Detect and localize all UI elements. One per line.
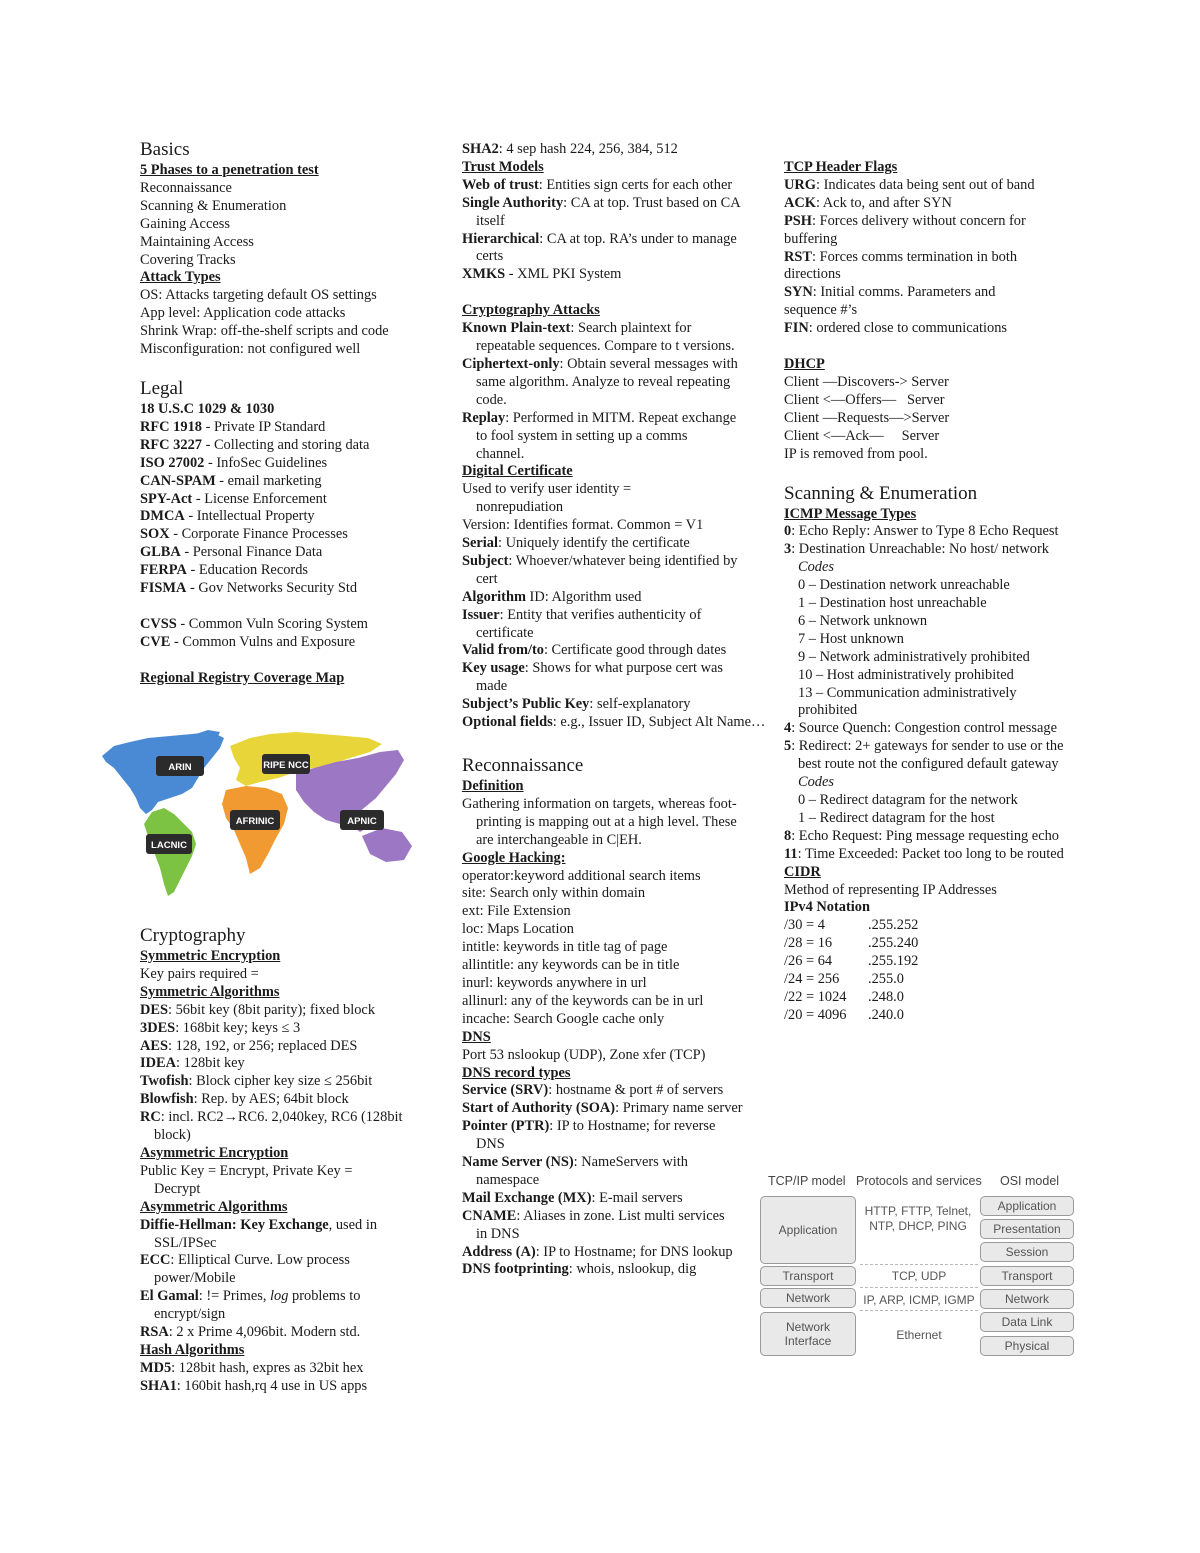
list-item: IDEA: 128bit key [140, 1055, 245, 1072]
list-item: Single Authority: CA at top. Trust based on CA itself [462, 194, 740, 229]
osi-data-link: Data Link [980, 1312, 1074, 1332]
list-item: RST: Forces comms termination in both directions [784, 248, 1018, 283]
list-item: RSA: 2 x Prime 4,096bit. Modern std. [140, 1324, 361, 1341]
list-item: ISO 27002 - InfoSec Guidelines [140, 454, 328, 471]
attack-types-heading: Attack Types [140, 269, 221, 286]
tcpip-osi-diagram [760, 1172, 1080, 1362]
list-item: Pointer (PTR): IP to Hostname; for reverse DNS [462, 1118, 716, 1153]
list-item: inurl: keywords anywhere in url [462, 974, 647, 991]
sym-enc-heading: Symmetric Encryption [140, 948, 281, 964]
list-item: XMKS - XML PKI System [462, 266, 622, 283]
list-item: Diffie-Hellman: Key Exchange, used in SSL/IPSec [140, 1216, 378, 1251]
legal-heading: Legal [140, 377, 184, 399]
hash-heading: Hash Algorithms [140, 1341, 245, 1358]
list-item: SHA2: 4 sep hash 224, 256, 384, 512 [462, 141, 678, 157]
list-item: Client —Discovers-> Server [784, 373, 949, 390]
list-item: Algorithm ID: Algorithm used [462, 588, 642, 605]
asym-enc-text: Public Key = Encrypt, Private Key = Decrypt [140, 1162, 353, 1197]
list-item: Blowfish: Rep. by AES; 64bit block [140, 1091, 349, 1108]
list-item: Valid from/to: Certificate good through dates [462, 642, 727, 659]
osi-transport: Transport [980, 1266, 1074, 1286]
table-row: /26 = 64 .255.192 [784, 953, 919, 970]
list-item: Subject’s Public Key: self-explanatory [462, 696, 691, 713]
trust-models-heading: Trust Models [462, 158, 544, 175]
list-item: SPY-Act - License Enforcement [140, 490, 327, 507]
attack-types-list [140, 287, 440, 359]
list-item: 1 – Destination host unreachable [798, 595, 987, 612]
tcpip-application: Application [760, 1196, 856, 1264]
list-item: 8: Echo Request: Ping message requesting echo [784, 827, 1059, 844]
list-item: Mail Exchange (MX): E-mail servers [462, 1189, 683, 1206]
list-item: Key usage: Shows for what purpose cert was made [462, 660, 723, 695]
map-label-arin: ARIN [168, 762, 192, 773]
cidr-heading: CIDR [784, 863, 821, 880]
list-item: site: Search only within domain [462, 885, 646, 902]
tcpip-network-interface: Network Interface [760, 1312, 856, 1356]
list-item: 7 – Host unknown [798, 630, 904, 647]
list-item: FERPA - Education Records [140, 562, 308, 579]
list-item: Shrink Wrap: off-the-shelf scripts and code [140, 323, 389, 340]
regional-registry-map [100, 728, 422, 898]
table-row: /30 = 4 .255.252 [784, 917, 919, 934]
definition-heading: Definition [462, 778, 524, 794]
cert-intro: Used to verify user identity = nonrepudiation [462, 481, 632, 516]
basics-heading: Basics [140, 139, 190, 160]
list-item: SOX - Corporate Finance Processes [140, 526, 348, 543]
legal-subheading: 18 U.S.C 1029 & 1030 [140, 400, 275, 417]
dns-text: Port 53 nslookup (UDP), Zone xfer (TCP) [462, 1046, 706, 1063]
list-item: 0 – Destination network unreachable [798, 577, 1010, 594]
crypto-section [140, 924, 440, 1396]
phases-list [140, 180, 440, 270]
list-item: App level: Application code attacks [140, 305, 346, 322]
crypto-attacks-heading: Cryptography Attacks [462, 302, 600, 319]
list-item: 10 – Host administratively prohibited [798, 666, 1014, 683]
scanning-heading: Scanning & Enumeration [784, 482, 978, 504]
column-3 [784, 159, 1084, 1025]
list-item: Name Server (NS): NameServers with namespace [462, 1154, 688, 1188]
codes-label: Codes [798, 559, 834, 576]
map-label-afrinic: AFRINIC [235, 816, 275, 827]
cidr-text: Method of representing IP Addresses [784, 881, 997, 898]
cryptography-heading: Cryptography [140, 925, 246, 946]
table-row: /28 = 16 .255.240 [784, 935, 919, 952]
phases-heading: 5 Phases to a penetration test [140, 162, 319, 178]
protocols-ethernet: Ethernet [896, 1328, 942, 1342]
list-item: 6 – Network unknown [798, 612, 928, 629]
osi-network: Network [980, 1289, 1074, 1309]
column-2 [462, 141, 766, 1279]
list-item: loc: Maps Location [462, 921, 574, 938]
list-item: SYN: Initial comms. Parameters and sequence #’s [784, 284, 996, 319]
tcpip-model-header: TCP/IP model [768, 1174, 846, 1188]
list-item: Client <—Ack— Server [784, 427, 940, 444]
list-item: 4: Source Quench: Congestion control message [784, 720, 1057, 737]
list-item: OS: Attacks targeting default OS settings [140, 287, 377, 304]
list-item: Serial: Uniquely identify the certificate [462, 535, 690, 552]
list-item: 13 – Communication administratively prohibited [798, 684, 1017, 719]
list-item: CVSS - Common Vuln Scoring System [140, 615, 368, 632]
list-item: CVE - Common Vulns and Exposure [140, 633, 356, 650]
list-item: URG: Indicates data being sent out of band [784, 176, 1035, 193]
list-item: allintitle: any keywords can be in title [462, 957, 680, 974]
list-item: Client <—Offers— Server [784, 391, 945, 408]
list-item: DNS footprinting: whois, nslookup, dig [462, 1261, 697, 1278]
protocols-application: HTTP, FTTP, Telnet, NTP, DHCP, PING [864, 1204, 972, 1233]
reconnaissance-heading: Reconnaissance [462, 755, 584, 776]
list-item: AES: 128, 192, or 256; replaced DES [140, 1037, 358, 1054]
list-item: ACK: Ack to, and after SYN [784, 194, 952, 211]
list-item: Subject: Whoever/whatever being identified by cert [462, 552, 738, 587]
map-label-lacnic: LACNIC [151, 840, 187, 851]
tcpip-transport: Transport [760, 1266, 856, 1286]
list-item: DES: 56bit key (8bit parity); fixed block [140, 1001, 376, 1018]
osi-model-header: OSI model [1000, 1174, 1060, 1188]
codes-label: Codes [798, 774, 834, 791]
list-item: Version: Identifies format. Common = V1 [462, 517, 704, 534]
list-item: operator:keyword additional search items [462, 867, 701, 884]
list-item: CAN-SPAM - email marketing [140, 472, 322, 489]
ipv4-heading: IPv4 Notation [784, 899, 870, 916]
list-item: Gaining Access [140, 215, 230, 232]
list-item: Hierarchical: CA at top. RA’s under to manage certs [462, 230, 737, 265]
protocols-network: IP, ARP, ICMP, IGMP [863, 1293, 975, 1307]
icmp-heading: ICMP Message Types [784, 505, 917, 522]
google-hacking-heading: Google Hacking: [462, 849, 566, 866]
list-item: Service (SRV): hostname & port # of servers [462, 1082, 724, 1099]
definition-text: Gathering information on targets, whereas foot-printing is mapping out at a high level. These are interchangeable in C|EH. [462, 795, 737, 848]
list-item: Client —Requests—>Server [784, 409, 950, 426]
list-item: ECC: Elliptical Curve. Low process power/Mobile [140, 1252, 350, 1287]
list-item: Ciphertext-only: Obtain several messages with same algorithm. Analyze to reveal repeating code. [462, 355, 738, 408]
list-item: incache: Search Google cache only [462, 1010, 665, 1027]
list-item: Reconnaissance [140, 179, 232, 196]
list-item: ext: File Extension [462, 903, 571, 920]
asym-alg-heading: Asymmetric Algorithms [140, 1198, 288, 1215]
asym-enc-heading: Asymmetric Encryption [140, 1144, 289, 1161]
list-item: Maintaining Access [140, 233, 254, 250]
list-item: 5: Redirect: 2+ gateways for sender to use or the best route not the configured default gateway [784, 738, 1064, 773]
list-item: 11: Time Exceeded: Packet too long to be routed [784, 845, 1064, 862]
list-item: IP is removed from pool. [784, 445, 928, 462]
sym-alg-heading: Symmetric Algorithms [140, 983, 280, 1000]
list-item: 1 – Redirect datagram for the host [798, 809, 995, 826]
list-item: allinurl: any of the keywords can be in url [462, 992, 704, 1009]
list-item: RFC 3227 - Collecting and storing data [140, 436, 370, 453]
list-item: Address (A): IP to Hostname; for DNS lookup [462, 1243, 733, 1260]
list-item: DMCA - Intellectual Property [140, 508, 315, 525]
list-item: GLBA - Personal Finance Data [140, 544, 323, 561]
list-item: Twofish: Block cipher key size ≤ 256bit [140, 1073, 373, 1090]
list-item: Misconfiguration: not configured well [140, 341, 361, 358]
list-item: PSH: Forces delivery without concern for buffering [784, 212, 1026, 247]
dhcp-heading: DHCP [784, 356, 825, 373]
list-item: RFC 1918 - Private IP Standard [140, 418, 326, 435]
map-label-apnic: APNIC [347, 816, 377, 827]
map-label-ripe: RIPE NCC [263, 760, 309, 771]
osi-session: Session [980, 1242, 1074, 1262]
protocols-header: Protocols and services [856, 1174, 982, 1188]
table-row: /22 = 1024 .248.0 [784, 988, 904, 1005]
list-item: SHA1: 160bit hash,rq 4 use in US apps [140, 1377, 368, 1394]
list-item: MD5: 128bit hash, expres as 32bit hex [140, 1359, 364, 1376]
sym-enc-text: Key pairs required = [140, 965, 259, 982]
list-item: El Gamal: != Primes, log problems to encrypt/sign [140, 1288, 361, 1323]
tcp-flags-heading: TCP Header Flags [784, 159, 898, 175]
list-item: FISMA - Gov Networks Security Std [140, 580, 358, 597]
list-item: Web of trust: Entities sign certs for each other [462, 176, 733, 193]
table-row: /20 = 4096 .240.0 [784, 1006, 904, 1023]
osi-application: Application [980, 1196, 1074, 1216]
list-item: Optional fields: e.g., Issuer ID, Subject Alt Name… [462, 714, 766, 731]
table-row: /24 = 256 .255.0 [784, 971, 904, 988]
digital-cert-heading: Digital Certificate [462, 463, 573, 480]
osi-presentation: Presentation [980, 1219, 1074, 1239]
protocols-transport: TCP, UDP [891, 1269, 947, 1283]
list-item: intitle: keywords in title tag of page [462, 939, 668, 956]
list-item: RC: incl. RC2→RC6. 2,040key, RC6 (128bit block) [140, 1109, 403, 1144]
list-item: Scanning & Enumeration [140, 197, 287, 214]
list-item: Replay: Performed in MITM. Repeat exchange to fool system in setting up a comms channel. [462, 409, 737, 462]
list-item: Known Plain-text: Search plaintext for repeatable sequences. Compare to t versions. [462, 320, 735, 355]
list-item: 0: Echo Reply: Answer to Type 8 Echo Request [784, 523, 1059, 540]
list-item: FIN: ordered close to communications [784, 320, 1008, 337]
dns-heading: DNS [462, 1028, 491, 1045]
list-item: 3DES: 168bit key; keys ≤ 3 [140, 1019, 301, 1036]
list-item: 0 – Redirect datagram for the network [798, 792, 1018, 808]
registry-map-heading: Regional Registry Coverage Map [140, 669, 345, 686]
list-item: Covering Tracks [140, 251, 236, 268]
dns-record-types-heading: DNS record types [462, 1064, 571, 1081]
list-item: 3: Destination Unreachable: No host/ network [784, 541, 1049, 558]
list-item: 9 – Network administratively prohibited [798, 648, 1030, 665]
osi-physical: Physical [980, 1336, 1074, 1356]
tcpip-network: Network [760, 1288, 856, 1308]
list-item: Issuer: Entity that verifies authenticity of certificate [462, 606, 702, 641]
list-item: Start of Authority (SOA): Primary name server [462, 1100, 743, 1117]
column-1 [140, 138, 440, 688]
list-item: CNAME: Aliases in zone. List multi services in DNS [462, 1207, 725, 1242]
